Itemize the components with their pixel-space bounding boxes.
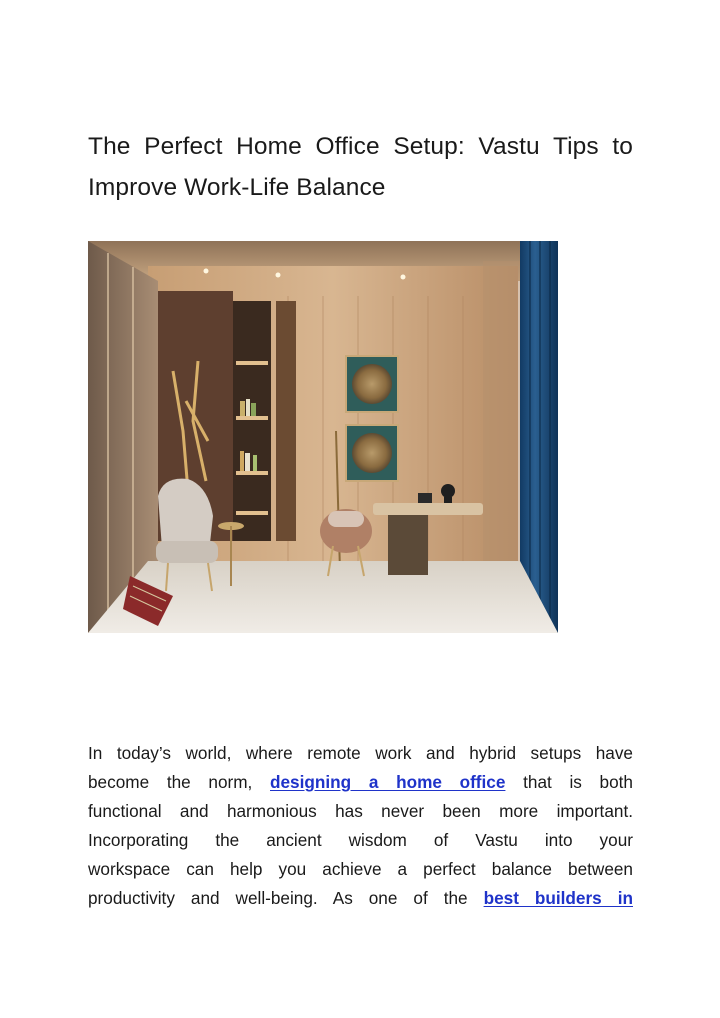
paragraph-text: become the norm, <box>88 772 270 792</box>
designing-home-office-link[interactable]: designing a home office <box>270 772 506 792</box>
paragraph-text: that is both <box>505 772 633 792</box>
article-title <box>88 126 633 208</box>
paragraph-text: productivity and well-being. As one of the <box>88 888 484 908</box>
paragraph-line: functional and harmonious has never been more important. <box>88 801 633 821</box>
paragraph-line: In today’s world, where remote work and hybrid setups have <box>88 743 633 763</box>
home-office-interior-photo <box>88 241 558 633</box>
best-builders-link[interactable]: best builders in <box>483 888 633 908</box>
paragraph-line <box>88 768 633 797</box>
title-line-2: Improve Work-Life Balance <box>88 174 386 201</box>
paragraph-line <box>88 884 633 913</box>
title-line-1: The Perfect Home Office Setup: Vastu Tips to <box>88 133 633 160</box>
intro-paragraph <box>88 739 633 913</box>
paragraph-line: Incorporating the ancient wisdom of Vastu into your <box>88 830 633 850</box>
paragraph-line: workspace can help you achieve a perfect balance between <box>88 859 633 879</box>
